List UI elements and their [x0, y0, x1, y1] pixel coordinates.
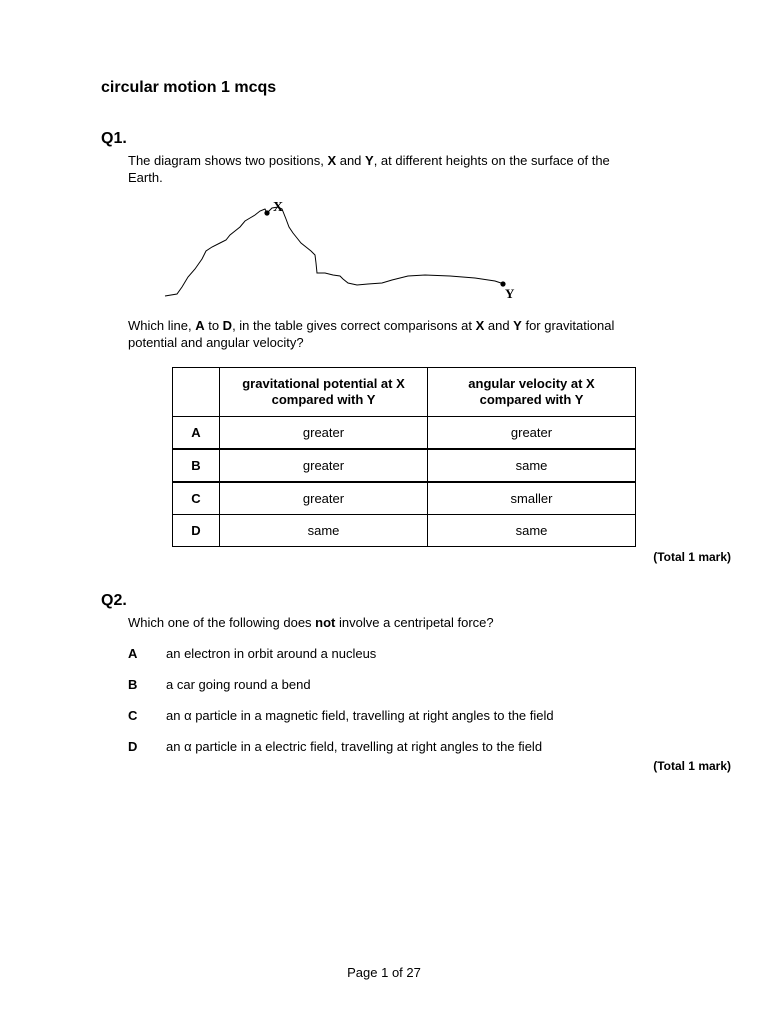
potential-cell: greater	[220, 449, 428, 482]
q1-question-d: D	[222, 318, 233, 333]
q2-total-marks: (Total 1 mark)	[653, 759, 731, 773]
angular-cell: smaller	[428, 482, 636, 515]
q1-question-text: to	[204, 318, 223, 333]
q1-intro-y: Y	[365, 153, 374, 168]
q1-question	[128, 317, 688, 351]
q1-question-a: A	[195, 318, 205, 333]
table-header-empty	[173, 368, 220, 417]
point-x-marker	[264, 210, 269, 215]
comparison-table	[172, 367, 636, 547]
table-row	[173, 515, 636, 547]
option-text: an α particle in a magnetic field, travelling at right angles to the field	[166, 708, 554, 723]
option-text: a car going round a bend	[166, 677, 311, 692]
table-row	[173, 449, 636, 482]
option-text: an electron in orbit around a nucleus	[166, 646, 377, 661]
option-letter: C	[128, 708, 138, 723]
q1-total-marks: (Total 1 mark)	[653, 550, 731, 564]
q2-question-text: Which one of the following does	[128, 615, 316, 630]
potential-cell: same	[220, 515, 428, 547]
q1-question-text: Which line,	[128, 318, 196, 333]
header-text: angular velocity at X	[468, 376, 595, 391]
q2-question-not: not	[315, 615, 336, 630]
angular-cell: same	[428, 515, 636, 547]
row-label: C	[173, 482, 220, 515]
angular-cell: same	[428, 449, 636, 482]
q2-question	[128, 614, 688, 631]
q1-intro-text: Earth.	[128, 170, 163, 185]
header-text: compared with Y	[271, 392, 376, 407]
potential-cell: greater	[220, 417, 428, 450]
earth-surface-diagram	[160, 195, 520, 305]
q1-question-text: and	[484, 318, 514, 333]
q1-question-text: potential and angular velocity?	[128, 335, 304, 350]
option-letter: B	[128, 677, 138, 692]
q1-intro-text: The diagram shows two positions,	[128, 153, 328, 168]
table-row	[173, 482, 636, 515]
q1-intro	[128, 152, 688, 186]
q2-heading: Q2.	[101, 592, 127, 609]
angular-cell: greater	[428, 417, 636, 450]
label-y: Y	[505, 286, 515, 301]
row-label: D	[173, 515, 220, 547]
header-text: gravitational potential at X	[242, 376, 405, 391]
q1-intro-x: X	[327, 153, 337, 168]
q1-intro-text: , at different heights on the surface of the	[373, 153, 610, 168]
label-x: X	[273, 200, 284, 215]
q1-intro-text: and	[336, 153, 366, 168]
table-header-potential	[220, 368, 428, 417]
option-text: an α particle in a electric field, travelling at right angles to the field	[166, 739, 543, 754]
header-text: compared with Y	[479, 392, 584, 407]
page-title: circular motion 1 mcqs	[101, 79, 277, 96]
table-header-row	[173, 368, 636, 417]
potential-cell: greater	[220, 482, 428, 515]
q1-question-text: for gravitational	[521, 318, 615, 333]
q1-question-x: X	[475, 318, 485, 333]
q1-question-text: , in the table gives correct comparisons at	[232, 318, 476, 333]
option-letter: A	[128, 646, 138, 661]
q1-heading: Q1.	[101, 130, 127, 147]
row-label: A	[173, 417, 220, 450]
option-letter: D	[128, 739, 138, 754]
page-number: Page 1 of 27	[347, 965, 421, 980]
terrain-line	[165, 207, 504, 296]
q1-question-y: Y	[513, 318, 522, 333]
table-header-angular	[428, 368, 636, 417]
q2-question-text: involve a centripetal force?	[335, 615, 494, 630]
row-label: B	[173, 449, 220, 482]
table-row	[173, 417, 636, 450]
